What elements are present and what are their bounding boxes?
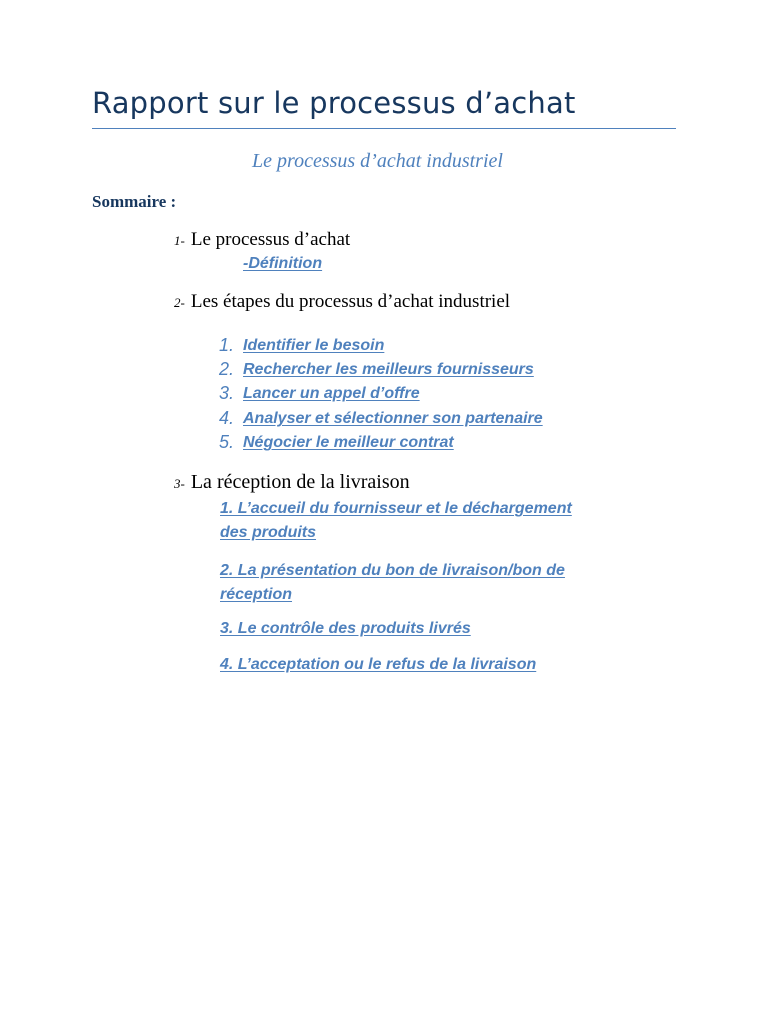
link-line: 1. L’accueil du fournisseur et le déchargement — [220, 500, 572, 517]
link-line: des produits — [220, 524, 317, 541]
section-number: 2- — [174, 295, 185, 310]
toc-link-step-4[interactable]: Analyser et sélectionner son partenaire — [243, 410, 543, 427]
toc-link-step-1[interactable]: Identifier le besoin — [243, 337, 385, 354]
toc-link-step-3[interactable]: Lancer un appel d’offre — [243, 385, 420, 402]
step-number: 1. — [219, 335, 235, 355]
summary-heading: Sommaire : — [92, 192, 177, 211]
title-divider — [92, 128, 676, 129]
toc-section-3 — [174, 471, 410, 494]
section-label: La réception de la livraison — [190, 471, 410, 493]
toc-section-2 — [174, 291, 510, 313]
section-label: Le processus d’achat — [190, 229, 351, 250]
toc-link-reception-3[interactable]: 3. Le contrôle des produits livrés — [220, 620, 471, 637]
section-number: 1- — [174, 233, 185, 248]
toc-link-definition[interactable]: -Définition — [243, 255, 323, 272]
step-number: 4. — [219, 408, 235, 428]
step-number: 2. — [219, 359, 235, 379]
step-number: 3. — [219, 383, 235, 403]
toc-link-reception-4[interactable]: 4. L’acceptation ou le refus de la livraison — [220, 656, 537, 673]
toc-section-1 — [174, 229, 350, 251]
step-number: 5. — [219, 432, 235, 452]
link-line: réception — [220, 586, 293, 603]
document-title: Rapport sur le processus d’achat — [92, 86, 576, 120]
toc-link-reception-1[interactable] — [220, 497, 572, 545]
section-number: 3- — [174, 476, 185, 491]
link-line: 2. La présentation du bon de livraison/bon de — [220, 562, 565, 579]
toc-link-step-2[interactable]: Rechercher les meilleurs fournisseurs — [243, 361, 534, 378]
document-subtitle: Le processus d’achat industriel — [252, 150, 503, 172]
section-label: Les étapes du processus d’achat industriel — [190, 291, 511, 312]
toc-link-step-5[interactable]: Négocier le meilleur contrat — [243, 434, 454, 451]
toc-link-reception-2[interactable] — [220, 559, 565, 607]
